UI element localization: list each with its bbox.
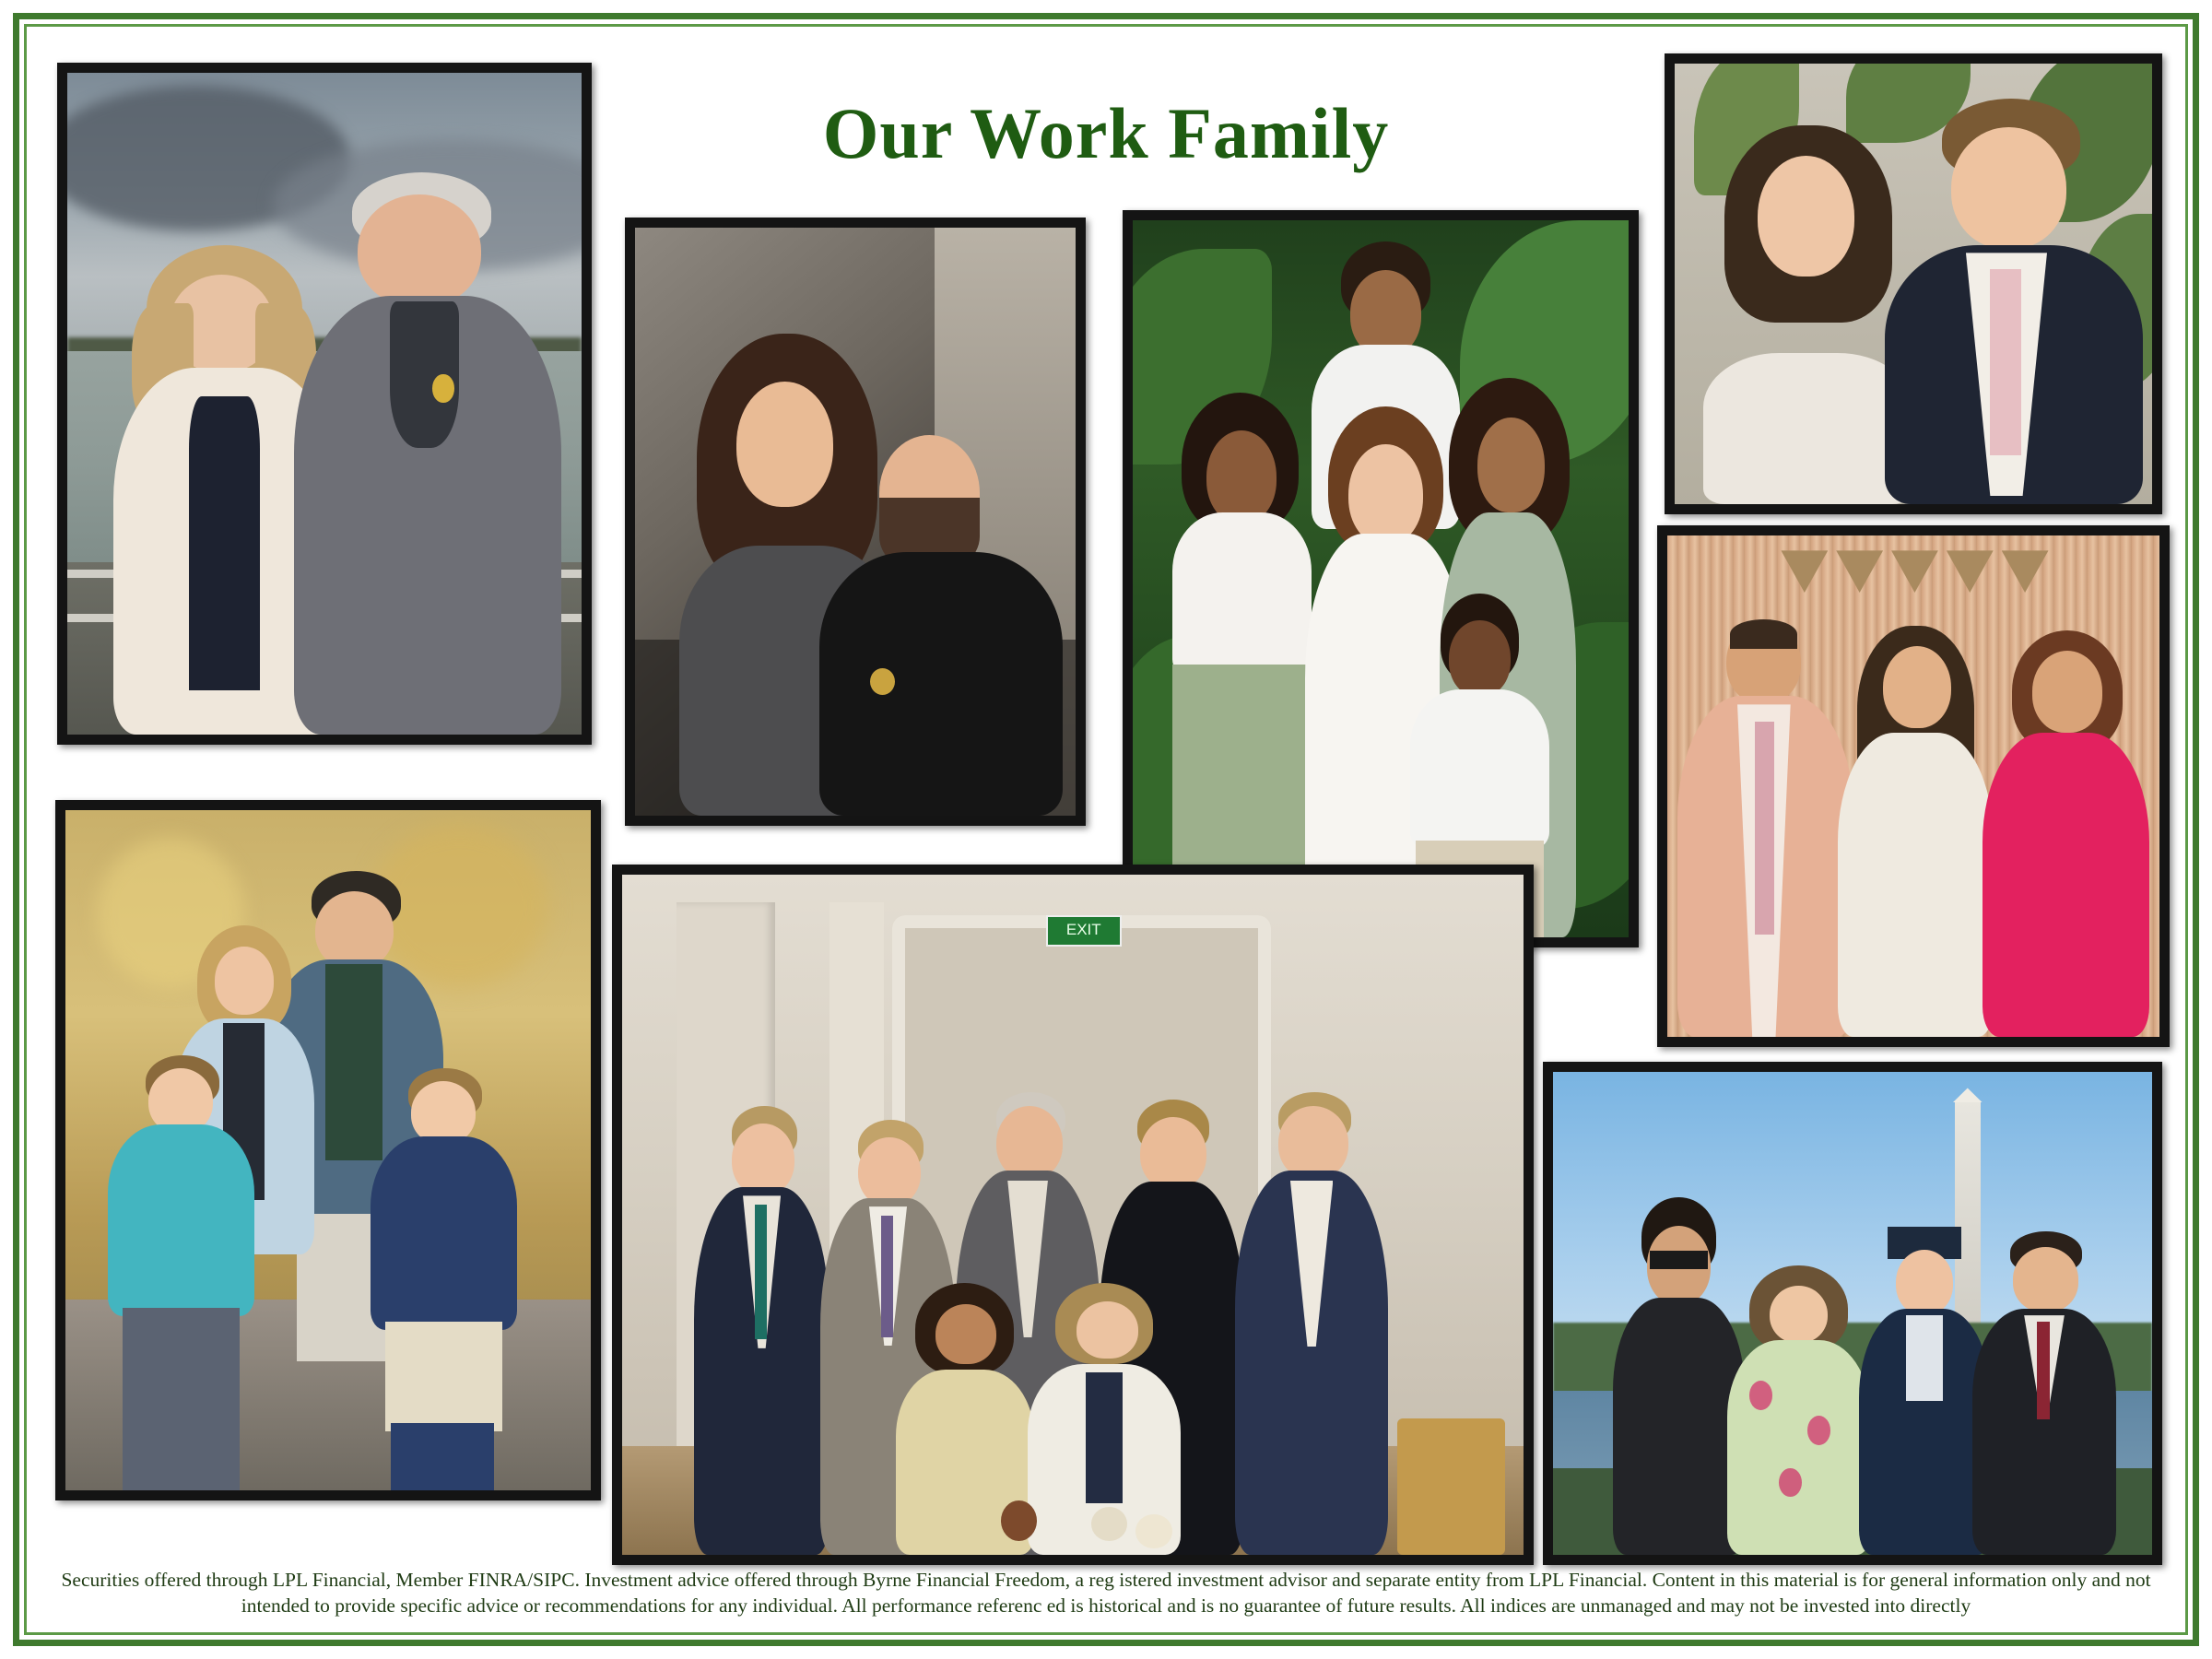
photo-couple-wedding-arch xyxy=(1665,53,2162,514)
photo-family-autumn xyxy=(55,800,601,1500)
photo-trio-gold-backdrop xyxy=(1657,525,2170,1047)
photo-large-group-indoors xyxy=(612,865,1534,1565)
photo-trio-gold-backdrop-image xyxy=(1667,535,2159,1037)
photo-couple-indoors xyxy=(625,218,1086,826)
photo-family-greenery-image xyxy=(1133,220,1629,937)
photo-four-at-monument xyxy=(1543,1062,2162,1565)
disclaimer-text: Securities offered through LPL Financial, Member FINRA/SIPC. Investment advice offered through Byrne Financial Freedom, a reg istered investment advisor and separate entity from LPL Financial. Content in this material is for general information only and not intended to provide specific advice or recommendations for any individual. All performance referenc ed is historical and is no guarantee of future results. All indices are unmanaged and may not be invested into directly xyxy=(61,1569,2151,1618)
photo-couple-indoors-image xyxy=(635,228,1076,816)
photo-four-at-monument-image xyxy=(1553,1072,2152,1555)
exit-sign-label: EXIT xyxy=(1065,921,1101,939)
photo-family-autumn-image xyxy=(65,810,591,1490)
photo-couple-waterfront-image xyxy=(67,73,582,735)
photo-large-group-indoors-image xyxy=(622,875,1524,1555)
photo-couple-waterfront xyxy=(57,63,592,745)
photo-family-greenery xyxy=(1123,210,1639,947)
exit-sign xyxy=(1046,915,1122,947)
page-title: Our Work Family xyxy=(822,93,1390,173)
photo-couple-wedding-arch-image xyxy=(1675,64,2152,504)
